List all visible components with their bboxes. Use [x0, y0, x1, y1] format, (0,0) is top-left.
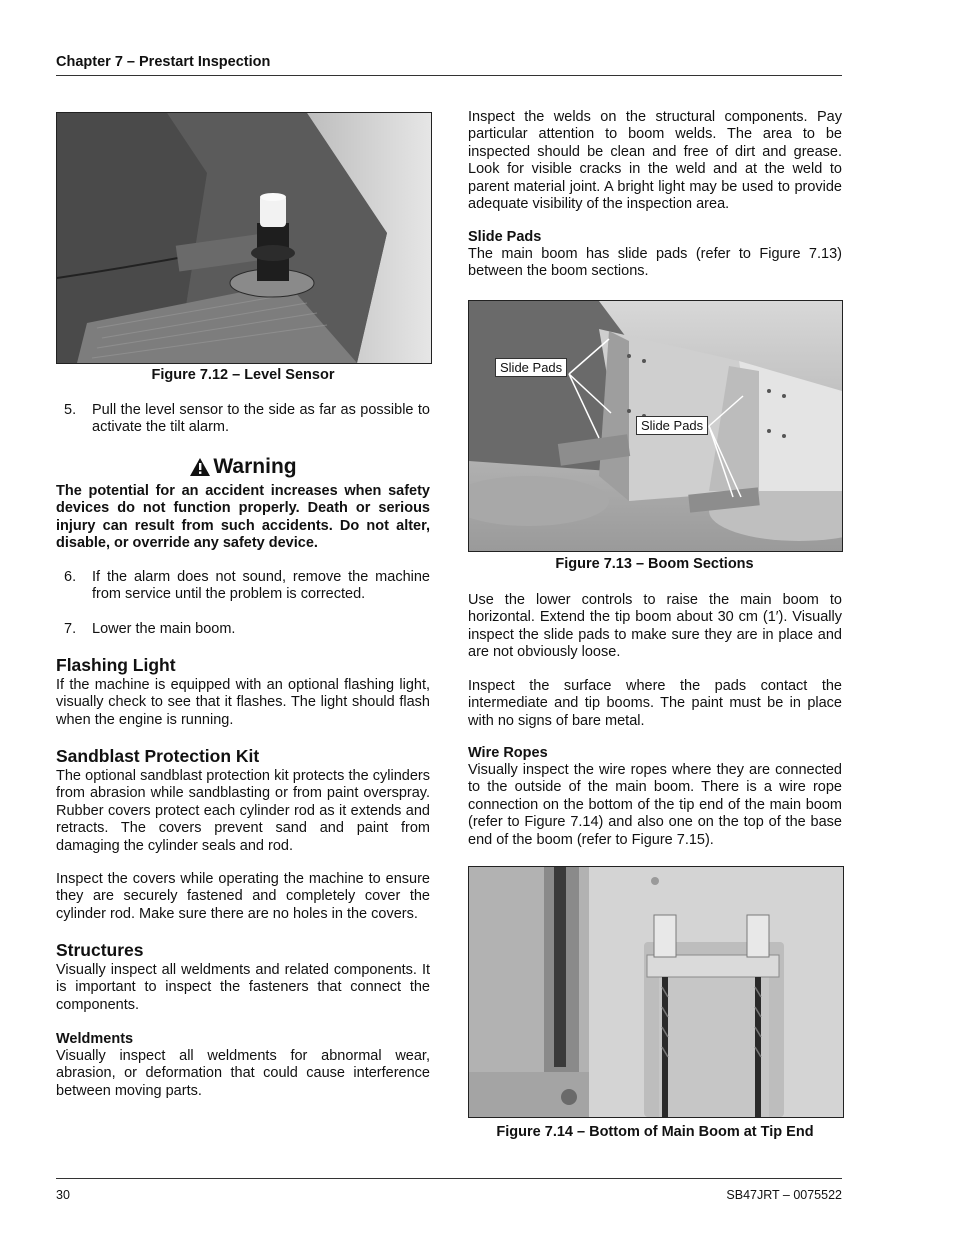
figure-7-13-caption: Figure 7.13 – Boom Sections [555, 556, 754, 572]
sandblast-heading: Sandblast Protection Kit [56, 746, 260, 766]
welds-text: Inspect the welds on the structural components. Pay particular attention to boom welds. The area to be inspected should be clean and free of dirt and grease. Look for visible cracks in the weld and at the weld to parent material joint. A bright light may be used to provide adequate visibility of the inspection area. [468, 109, 842, 213]
weldments-text: Visually inspect all weldments for abnormal wear, abrasion, or deformation that could cause interference between moving parts. [56, 1048, 430, 1099]
figure-7-14-caption: Figure 7.14 – Bottom of Main Boom at Tip End [496, 1124, 814, 1140]
chapter-header: Chapter 7 – Prestart Inspection [56, 54, 271, 70]
footer-rule [56, 1178, 842, 1179]
page-number: 30 [56, 1188, 70, 1202]
step-7 [64, 621, 430, 639]
step-6 [64, 569, 430, 605]
step-7-text: Lower the main boom. [92, 621, 236, 637]
document-id: SB47JRT – 0075522 [726, 1188, 842, 1202]
flashing-light-text: If the machine is equipped with an optional flashing light, visually check to see that it flashes. The light should flash when the engine is running. [56, 677, 430, 728]
surface-text: Inspect the surface where the pads contact the intermediate and tip booms. The paint must be in place with no signs of bare metal. [468, 678, 842, 729]
main-boom-tip-photo [468, 866, 844, 1118]
slide-pads-callout-1: Slide Pads [495, 358, 567, 377]
lower-controls-text: Use the lower controls to raise the main boom to horizontal. Extend the tip boom about 30 cm (1′). Visually inspect the slide pads to make sure they are in place and are not obviously loose. [468, 592, 842, 661]
structures-heading: Structures [56, 940, 144, 960]
step-5-text: Pull the level sensor to the side as far as possible to activate the tilt alarm. [92, 402, 430, 436]
weldments-heading: Weldments [56, 1031, 134, 1047]
level-sensor-photo [56, 112, 432, 364]
step-5-number: 5. [64, 402, 77, 418]
structures-text: Visually inspect all weldments and related components. It is important to inspect the fasteners that connect the components. [56, 962, 430, 1013]
boom-sections-photo [468, 300, 843, 552]
slide-pads-text: The main boom has slide pads (refer to Figure 7.13) between the boom sections. [468, 246, 842, 280]
flashing-light-heading: Flashing Light [56, 655, 176, 675]
slide-pads-callout-2: Slide Pads [636, 416, 708, 435]
wire-ropes-heading: Wire Ropes [468, 745, 548, 761]
sandblast-text-2: Inspect the covers while operating the machine to ensure they are securely fastened and completely cover the cylinder rod. Make sure there are no holes in the covers. [56, 871, 430, 922]
warning-triangle-icon [189, 457, 211, 477]
warning-body: The potential for an accident increases when safety devices do not function properly. Death or serious injury can result from such accidents. Do not alter, disable, or override any safety device. [56, 483, 430, 552]
step-5 [64, 402, 430, 438]
warning-title-text: Warning [213, 455, 297, 478]
header-rule [56, 75, 842, 76]
step-6-number: 6. [64, 569, 77, 585]
wire-ropes-text: Visually inspect the wire ropes where they are connected to the outside of the main boom. There is a wire rope connection on the bottom of the tip end of the main boom (refer to Figure 7.14) and also one on the top of the base end of the boom (refer to Figure 7.15). [468, 762, 842, 848]
step-6-text: If the alarm does not sound, remove the machine from service until the problem is corrected. [92, 569, 430, 603]
figure-7-12-caption: Figure 7.12 – Level Sensor [151, 367, 335, 383]
step-7-number: 7. [64, 621, 77, 637]
slide-pads-heading: Slide Pads [468, 229, 542, 245]
warning-title [56, 455, 430, 479]
sandblast-text-1: The optional sandblast protection kit protects the cylinders from abrasion while sandblasting or from paint overspray. Rubber covers protect each cylinder rod as it extends and retracts. The covers prevent sand and paint from damaging the cylinder seals and rod. [56, 768, 430, 854]
